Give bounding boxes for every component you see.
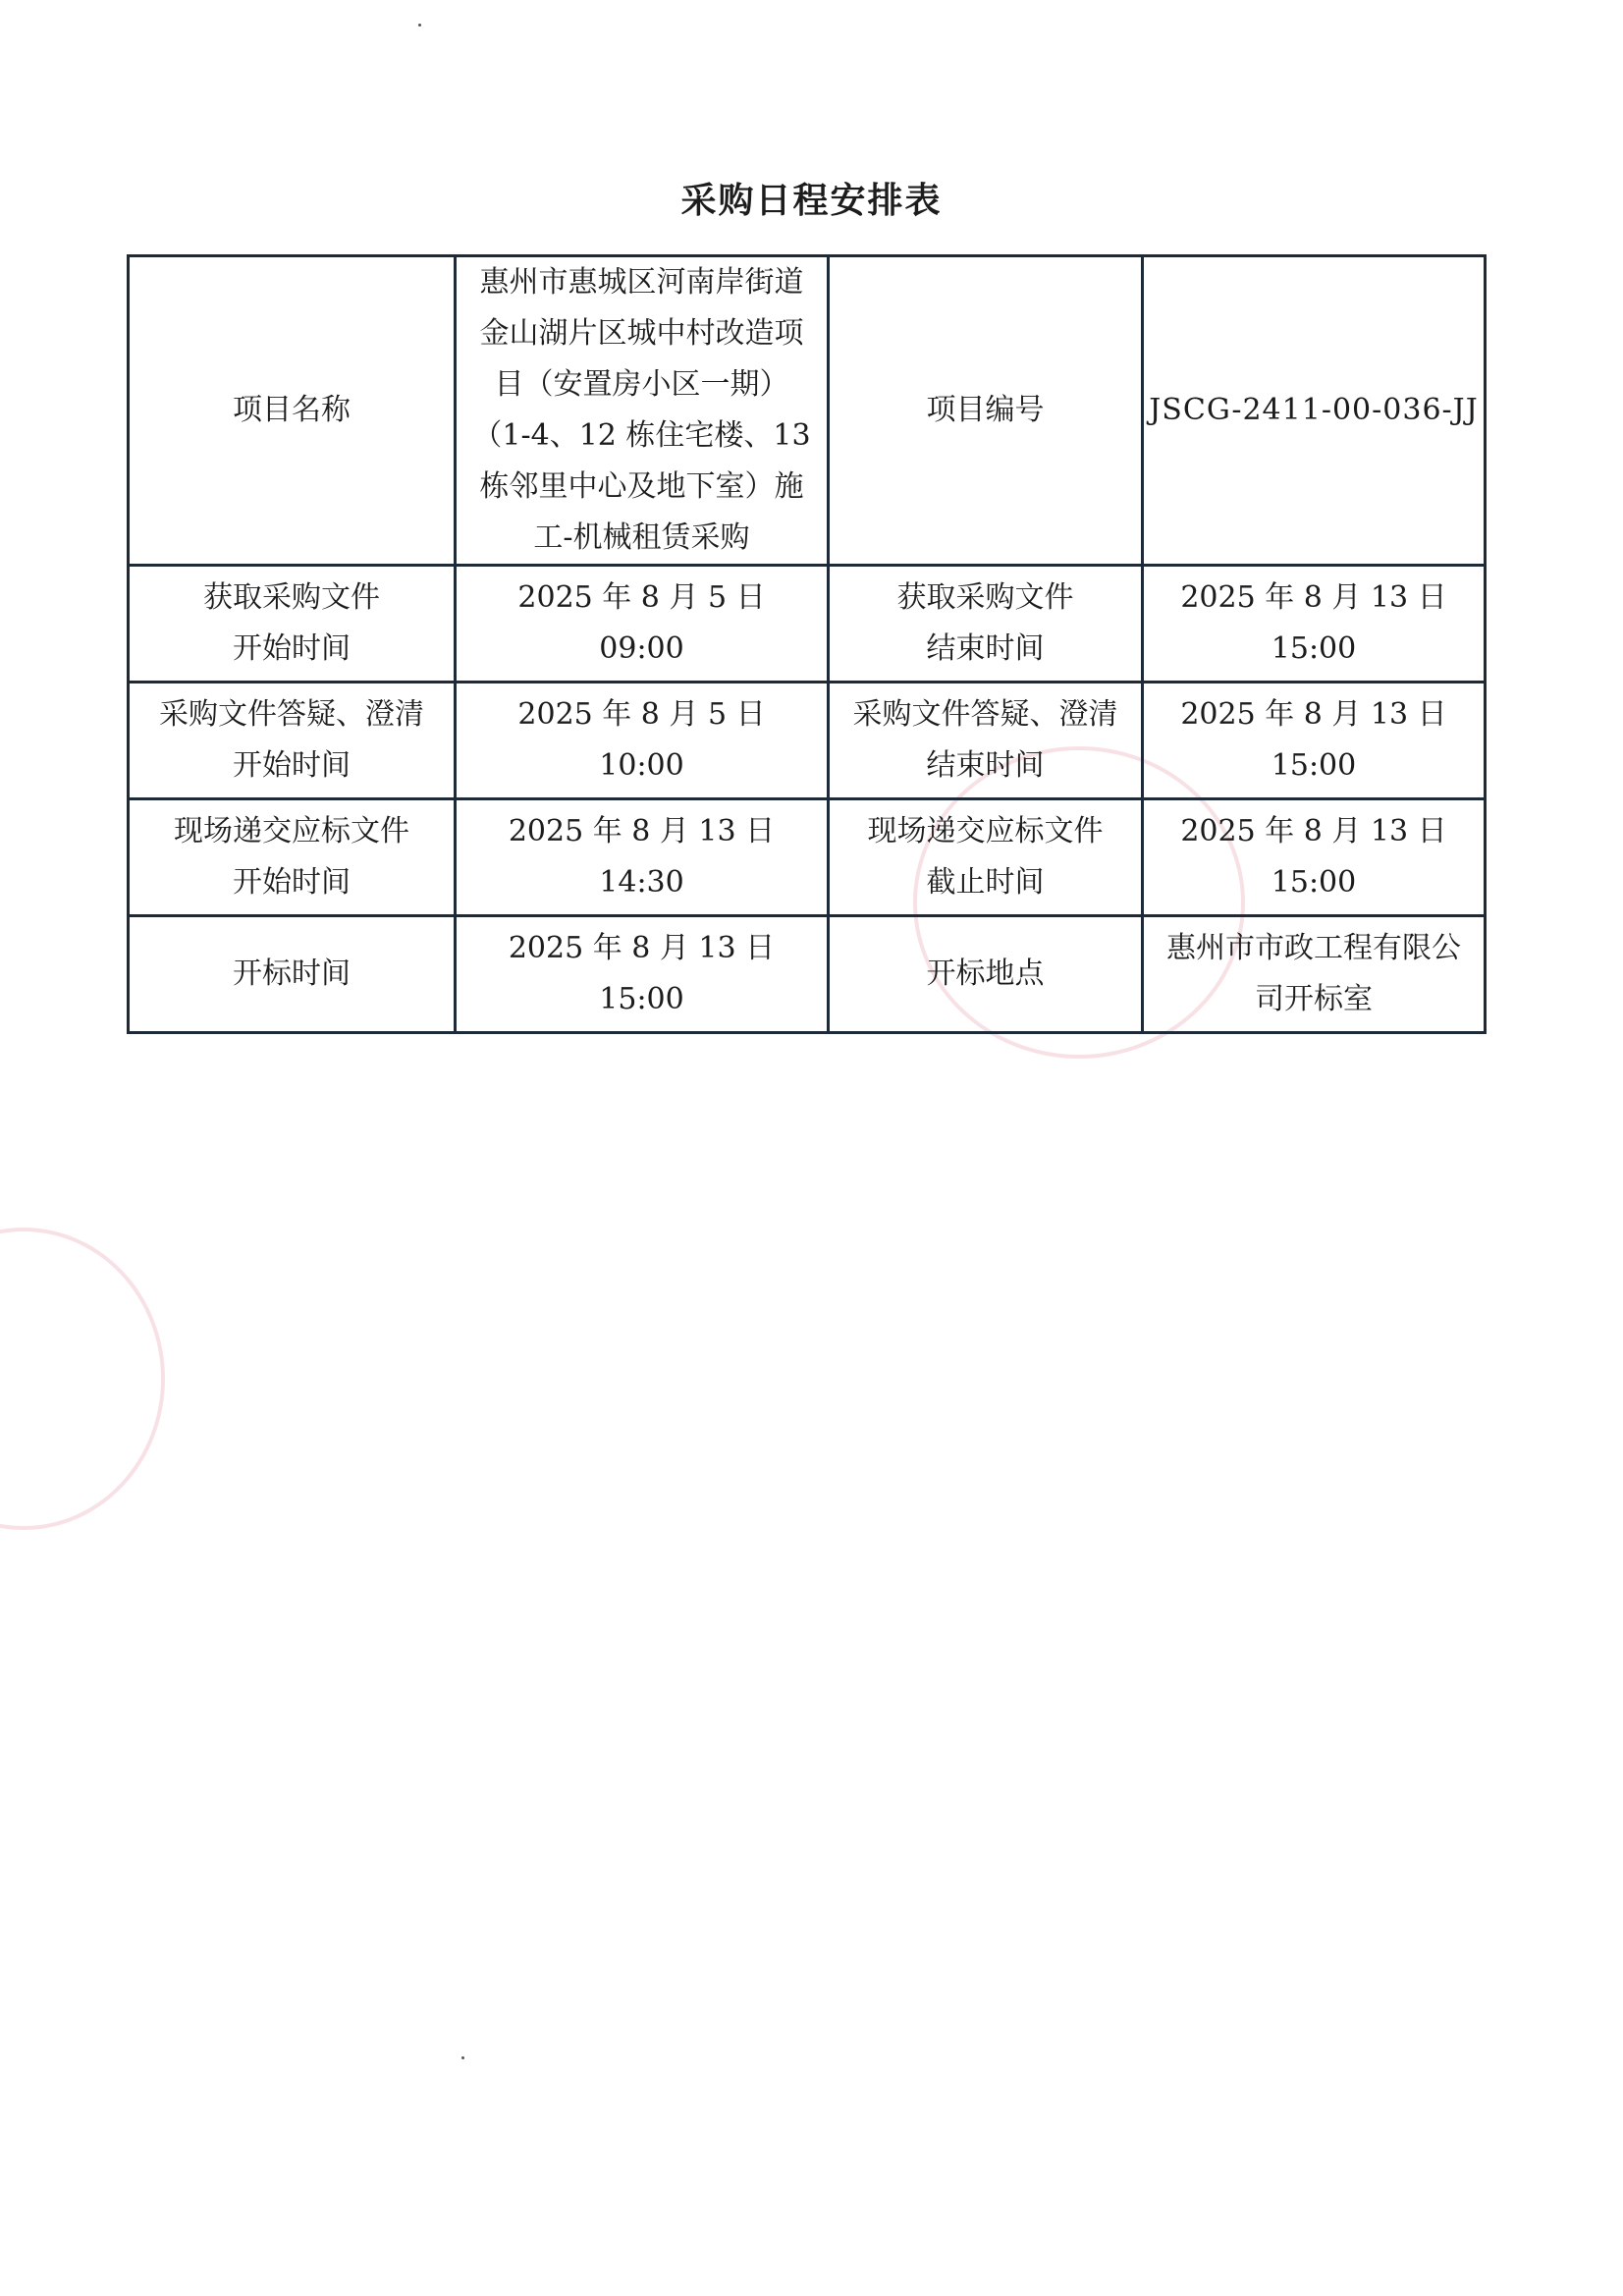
project-name-label: 项目名称 <box>129 256 456 566</box>
cell-line: 栋邻里中心及地下室）施 <box>479 469 804 504</box>
cell-line: 目（安置房小区一期） <box>494 367 789 402</box>
project-name-value <box>456 256 829 566</box>
table-row <box>129 256 1486 566</box>
document-title: 采购日程安排表 <box>680 181 943 221</box>
row-right-label: 现场递交应标文件 截止时间 <box>829 799 1143 916</box>
scan-speck <box>461 2056 464 2059</box>
row-left-value: 2025 年 8 月 5 日 10:00 <box>456 683 829 799</box>
row-left-label: 获取采购文件 开始时间 <box>129 566 456 683</box>
table-row <box>129 566 1486 683</box>
project-number-label: 项目编号 <box>829 256 1143 566</box>
project-number-value: JSCG-2411-00-036-JJ <box>1143 256 1486 566</box>
row-right-value: 2025 年 8 月 13 日 15:00 <box>1143 799 1486 916</box>
row-left-value: 2025 年 8 月 13 日 14:30 <box>456 799 829 916</box>
row-left-value: 2025 年 8 月 5 日 09:00 <box>456 566 829 683</box>
row-left-label: 采购文件答疑、澄清 开始时间 <box>129 683 456 799</box>
cell-line: 惠州市惠城区河南岸街道 <box>479 265 804 300</box>
row-right-value: 惠州市市政工程有限公 司开标室 <box>1143 916 1486 1033</box>
row-right-label: 获取采购文件 结束时间 <box>829 566 1143 683</box>
scan-speck <box>418 24 421 27</box>
row-right-label: 开标地点 <box>829 916 1143 1033</box>
row-right-value: 2025 年 8 月 13 日 15:00 <box>1143 566 1486 683</box>
row-left-label: 开标时间 <box>129 916 456 1033</box>
table-row <box>129 799 1486 916</box>
table-row <box>129 683 1486 799</box>
row-right-label: 采购文件答疑、澄清 结束时间 <box>829 683 1143 799</box>
cell-line: 工-机械租赁采购 <box>533 520 750 555</box>
cell-line: （1-4、12 栋住宅楼、13 <box>472 418 811 453</box>
row-right-value: 2025 年 8 月 13 日 15:00 <box>1143 683 1486 799</box>
cell-line: 金山湖片区城中村改造项 <box>479 316 804 351</box>
table-row <box>129 916 1486 1033</box>
schedule-table <box>127 254 1487 1034</box>
seal-stamp <box>0 1228 165 1530</box>
row-left-value: 2025 年 8 月 13 日 15:00 <box>456 916 829 1033</box>
row-left-label: 现场递交应标文件 开始时间 <box>129 799 456 916</box>
